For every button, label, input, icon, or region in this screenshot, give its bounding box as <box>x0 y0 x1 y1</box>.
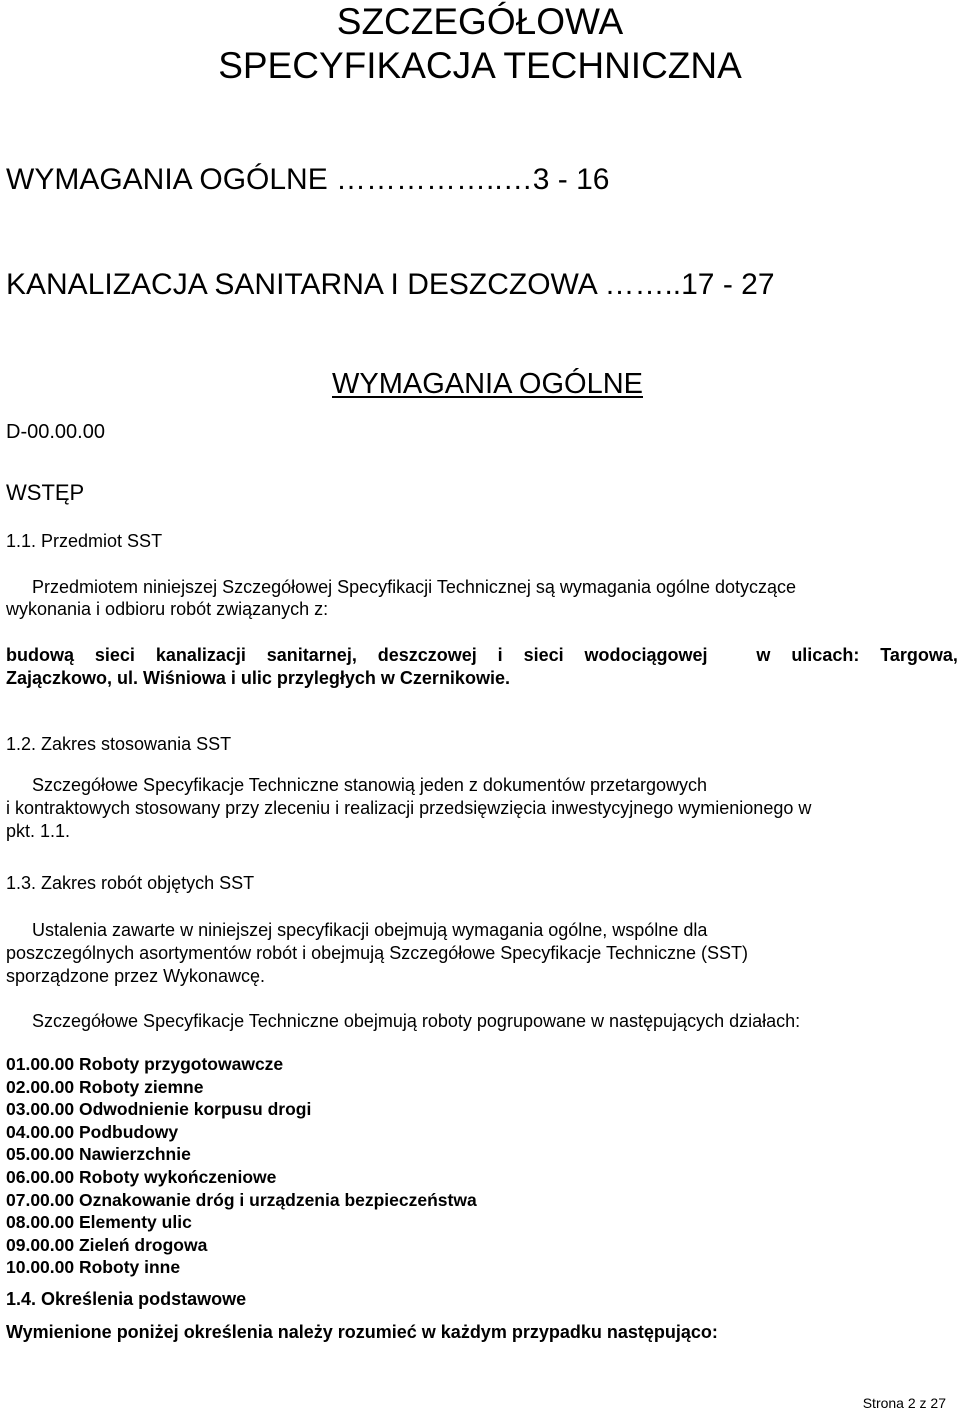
heading-1-3: 1.3. Zakres robót objętych SST <box>6 873 255 893</box>
scope-line1 <box>6 644 958 666</box>
list-item: 05.00.00 Nawierzchnie <box>6 1144 191 1165</box>
s14-line1: Wymienione poniżej określenia należy rozumieć w każdym przypadku następująco: <box>6 1322 718 1342</box>
list-item: 06.00.00 Roboty wykończeniowe <box>6 1166 277 1187</box>
list-item: 03.00.00 Odwodnienie korpusu drogi <box>6 1099 312 1120</box>
list-item: 01.00.00 Roboty przygotowawcze <box>6 1054 284 1074</box>
toc-entry-sewage: KANALIZACJA SANITARNA I DESZCZOWA ……..17 - 27 <box>6 268 775 301</box>
s12-line3: pkt. 1.1. <box>6 821 71 841</box>
toc-entry-general: WYMAGANIA OGÓLNE ……………..…3 - 16 <box>6 163 610 196</box>
intro-heading: WSTĘP <box>6 480 85 505</box>
scope-word: sieci <box>94 645 135 665</box>
document-title-line1: SZCZEGÓŁOWA <box>336 1 624 42</box>
scope-word: budową <box>6 645 74 665</box>
s13-line1: Ustalenia zawarte w niniejszej specyfikacji obejmują wymagania ogólne, wspólne dla <box>32 920 708 940</box>
section-code: D-00.00.00 <box>6 421 105 443</box>
s13-groups-intro: Szczegółowe Specyfikacje Techniczne obejmują roboty pogrupowane w następujących działach: <box>32 1011 801 1031</box>
scope-word: i <box>497 645 503 665</box>
heading-1-2: 1.2. Zakres stosowania SST <box>6 734 232 754</box>
s13-line3: sporządzone przez Wykonawcę. <box>6 966 265 986</box>
document-title-line2: SPECYFIKACJA TECHNICZNA <box>218 45 742 86</box>
scope-word: wodociągowej <box>584 645 708 665</box>
list-item: 09.00.00 Zieleń drogowa <box>6 1234 208 1255</box>
groups-list <box>6 1053 477 1279</box>
scope-word: w <box>756 645 771 665</box>
scope-word: kanalizacji <box>155 645 246 665</box>
scope-word: Targowa, <box>880 645 958 665</box>
heading-1-1: 1.1. Przedmiot SST <box>6 531 163 551</box>
list-item: 04.00.00 Podbudowy <box>6 1121 179 1142</box>
scope-word: deszczowej <box>377 645 477 665</box>
list-item: 02.00.00 Roboty ziemne <box>6 1076 204 1097</box>
s13-line2: poszczególnych asortymentów robót i obejmują Szczegółowe Specyfikacje Techniczne (SST) <box>6 943 749 963</box>
s11-para-line1: Przedmiotem niniejszej Szczegółowej Specyfikacji Technicznej są wymagania ogólne dotyczące <box>32 577 797 597</box>
heading-1-4: 1.4. Określenia podstawowe <box>6 1289 247 1309</box>
list-item: 07.00.00 Oznakowanie dróg i urządzenia bezpieczeństwa <box>6 1189 477 1210</box>
page-number: Strona 2 z 27 <box>862 1395 946 1411</box>
scope-word: ulicach: <box>791 645 860 665</box>
scope-word: sanitarnej, <box>266 645 357 665</box>
section-heading: WYMAGANIA OGÓLNE <box>332 368 643 400</box>
s12-line2: i kontraktowych stosowany przy zleceniu i realizacji przedsięwzięcia inwestycyjnego wymienionego w <box>6 798 812 818</box>
scope-word: sieci <box>523 645 564 665</box>
list-item: 08.00.00 Elementy ulic <box>6 1212 192 1233</box>
list-item: 10.00.00 Roboty inne <box>6 1257 181 1278</box>
s11-para-line2: wykonania i odbioru robót związanych z: <box>6 599 329 619</box>
s12-line1: Szczegółowe Specyfikacje Techniczne stanowią jeden z dokumentów przetargowych <box>32 775 708 795</box>
scope-line2: Zajączkowo, ul. Wiśniowa i ulic przyległych w Czernikowie. <box>6 668 510 688</box>
